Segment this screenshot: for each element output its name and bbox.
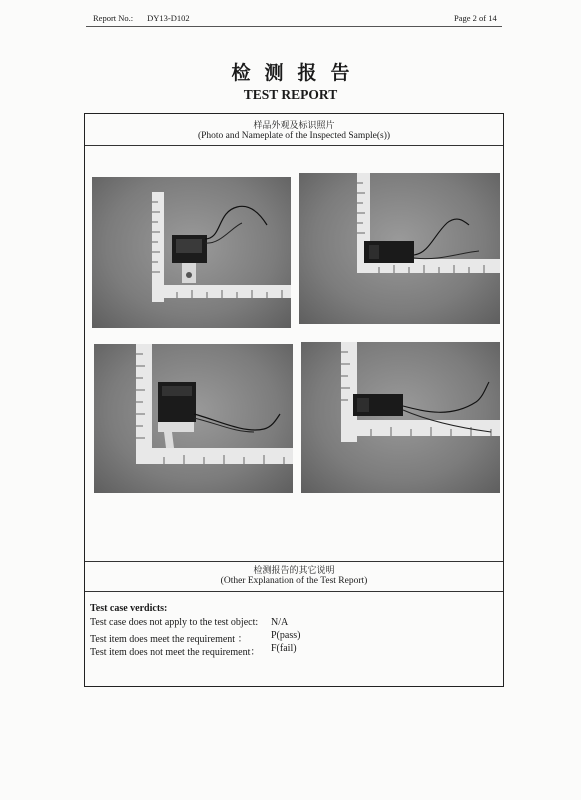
verdict-row-value: P(pass) bbox=[271, 630, 301, 641]
verdict-row-label: Test item does meet the requirement ： bbox=[90, 634, 248, 645]
explanation-top-divider bbox=[85, 561, 503, 562]
report-number-label: Report No.: bbox=[93, 13, 134, 23]
verdict-row-value: N/A bbox=[271, 617, 289, 628]
explanation-divider bbox=[85, 591, 503, 592]
photo-section-title-en: (Photo and Nameplate of the Inspected Sample(s)) bbox=[197, 131, 391, 141]
explanation-title-cn: 检测报告的其它说明 bbox=[253, 566, 335, 576]
report-frame bbox=[84, 113, 504, 687]
verdicts-title: Test case verdicts: bbox=[90, 603, 168, 614]
verdict-row-value: F(fail) bbox=[271, 643, 297, 654]
verdict-row-label: Test item does not meet the requirement： bbox=[90, 647, 261, 658]
explanation-title-en: (Other Explanation of the Test Report) bbox=[220, 576, 368, 586]
page-number: Page 2 of 14 bbox=[454, 13, 497, 23]
photo-section-title-cn: 样品外观及标识照片 bbox=[253, 121, 335, 131]
photo-section-divider bbox=[85, 145, 503, 146]
title-english: TEST REPORT bbox=[243, 87, 338, 102]
report-number-value: DY13-D102 bbox=[147, 13, 190, 23]
header-divider bbox=[86, 26, 502, 27]
verdict-row-label: Test case does not apply to the test object: bbox=[90, 617, 259, 628]
sample-photo-top-left bbox=[92, 177, 291, 328]
sample-photo-top-right bbox=[299, 173, 500, 324]
title-chinese: 检测报告 bbox=[231, 62, 364, 84]
report-number bbox=[93, 13, 190, 23]
sample-photo-bottom-right bbox=[301, 342, 500, 493]
sample-photo-bottom-left bbox=[94, 344, 293, 493]
